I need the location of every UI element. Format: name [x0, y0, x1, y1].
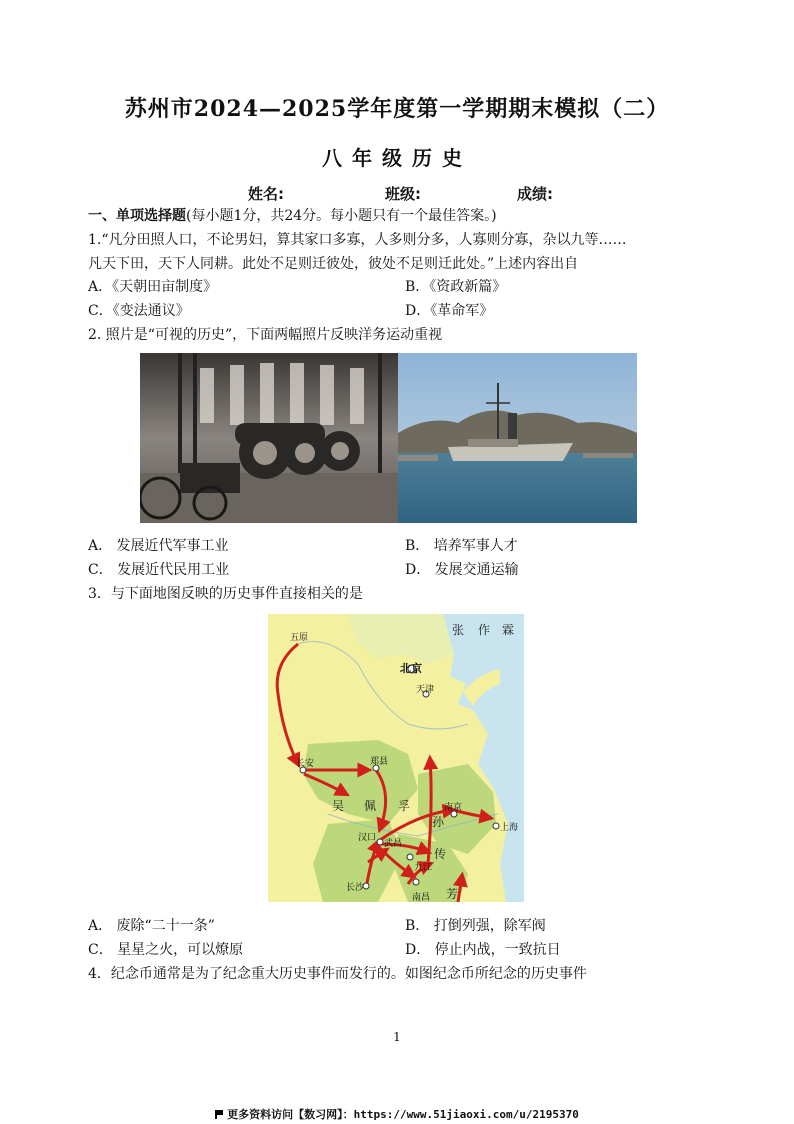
section-note: (每小题1分，共24分。每小题只有一个最佳答案。)	[186, 208, 497, 224]
label-shanghai: 上海	[500, 823, 519, 833]
footer[interactable]	[0, 1106, 794, 1122]
q3-option-d: D． 停止内战，一致抗日	[405, 942, 561, 958]
page-number: 1	[393, 1030, 401, 1044]
label-wu: 吴	[332, 799, 345, 813]
page-subtitle: 八年级历史	[322, 146, 472, 170]
warship-photo	[398, 353, 637, 523]
q1-option-b: B．《资政新篇》	[405, 279, 507, 295]
label-sun: 孙	[432, 815, 445, 829]
section-title: 一、单项选择题	[88, 208, 186, 224]
label-lin: 霖	[502, 623, 515, 637]
q2-option-b: B． 培养军事人才	[405, 538, 518, 554]
q1-option-c: C．《变法通议》	[88, 303, 190, 319]
page-title: 苏州市2024—2025学年度第一学期期末模拟（二）	[124, 96, 670, 122]
q3-option-a: A． 废除“二十一条”	[88, 918, 215, 934]
nanchang-marker	[413, 879, 419, 885]
label-pei: 佩	[364, 799, 377, 813]
q4-stem: 4．纪念币通常是为了纪念重大历史事件而发行的。如图纪念币所纪念的历史事件	[88, 966, 587, 982]
q2-option-c: C． 发展近代民用工业	[88, 562, 230, 578]
label-tianjin: 天津	[416, 685, 435, 695]
score-label: 成绩:	[517, 185, 553, 203]
q3-stem: 3．与下面地图反映的历史事件直接相关的是	[88, 586, 363, 602]
label-changan: 长安	[296, 759, 315, 769]
label-beijing: 北京	[400, 662, 422, 675]
name-label: 姓名:	[248, 185, 284, 203]
class-label: 班级:	[385, 185, 421, 203]
label-fu: 孚	[398, 799, 411, 813]
q2-option-a: A． 发展近代军事工业	[88, 538, 229, 554]
label-wuyuan: 五原	[290, 633, 309, 643]
shanghai-marker	[493, 823, 499, 829]
label-hankou: 汉口	[358, 833, 377, 843]
label-wuchang: 武昌	[384, 839, 403, 849]
q1-option-a: A．《天朝田亩制度》	[88, 279, 218, 295]
label-chuan: 传	[434, 847, 447, 861]
q2-photos	[140, 353, 637, 523]
label-fang: 芳	[446, 887, 459, 901]
q1-option-d: D．《革命军》	[405, 303, 494, 319]
label-changsha: 长沙	[346, 883, 365, 893]
section-heading	[88, 206, 497, 226]
label-nanjing: 南京	[444, 803, 463, 813]
arsenal-photo	[140, 353, 398, 523]
flag-icon	[215, 1110, 223, 1119]
q1-stem-line2: 凡天下田，天下人同耕。此处不足则迁彼处，彼处不足则迁此处。”上述内容出自	[88, 256, 579, 272]
footer-link[interactable]: 更多资料访问【数习网】：https://www.51jiaoxi.com/u/2195370	[227, 1108, 579, 1121]
label-zuo: 作	[478, 623, 491, 637]
label-zhengxian: 郑县	[370, 757, 389, 767]
label-jiujiang: 九江	[414, 863, 433, 873]
q2-option-d: D． 发展交通运输	[405, 562, 519, 578]
label-zhang: 张	[452, 623, 465, 637]
q1-stem-line1: 1.“凡分田照人口，不论男妇，算其家口多寡，人多则分多，人寡则分寡，杂以九等……	[88, 232, 627, 248]
label-nanchang: 南昌	[412, 893, 431, 902]
northern-expedition-map	[268, 614, 524, 902]
q3-option-c: C． 星星之火，可以燎原	[88, 942, 244, 958]
wuchang-marker	[377, 839, 383, 845]
jiujiang-marker	[407, 854, 413, 860]
q2-stem: 2. 照片是“可视的历史”，下面两幅照片反映洋务运动重视	[88, 327, 443, 343]
q3-option-b: B． 打倒列强，除军阀	[405, 918, 546, 934]
